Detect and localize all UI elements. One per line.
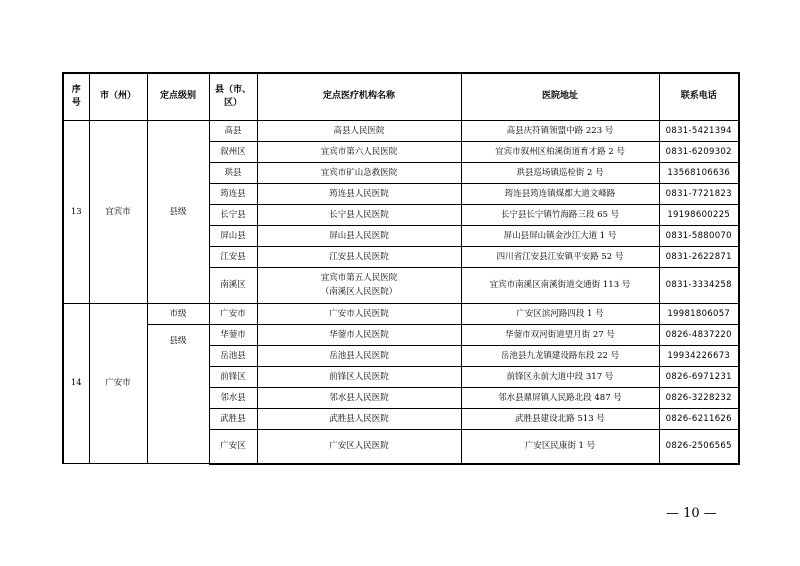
county-cell: 岳池县 [209,346,257,367]
address-cell: 屏山县屏山镇金沙江大道 1 号 [461,226,659,247]
phone-cell: 19981806057 [659,304,739,325]
seq-cell: 13 [63,121,89,304]
phone-cell: 0831-6209302 [659,142,739,163]
phone-cell: 0826-6211626 [659,409,739,430]
address-cell: 珙县巡场镇巡检街 2 号 [461,163,659,184]
header-level: 定点级别 [147,73,209,121]
phone-cell: 13568106636 [659,163,739,184]
institution-cell: 高县人民医院 [257,121,461,142]
institution-cell: 广安区人民医院 [257,430,461,464]
institution-alias-line: （南溪区人民医院） [320,286,398,297]
phone-cell: 0831-5880070 [659,226,739,247]
institution-cell: 岳池县人民医院 [257,346,461,367]
county-cell: 珙县 [209,163,257,184]
header-row [63,73,739,121]
institution-cell [257,268,461,304]
page-number: — 10 — [666,506,717,521]
institution-cell: 邻水县人民医院 [257,388,461,409]
institution-cell: 宜宾市矿山急救医院 [257,163,461,184]
phone-cell: 0826-3228232 [659,388,739,409]
county-cell: 华蓥市 [209,325,257,346]
address-cell: 高县庆符镇领盟中路 223 号 [461,121,659,142]
county-cell: 南溪区 [209,268,257,304]
phone-cell: 19934226673 [659,346,739,367]
address-cell: 宜宾市南溪区南溪街道交通街 113 号 [461,268,659,304]
address-cell: 四川省江安县江安镇平安路 52 号 [461,247,659,268]
county-cell: 屏山县 [209,226,257,247]
county-cell: 叙州区 [209,142,257,163]
county-cell: 高县 [209,121,257,142]
county-cell: 江安县 [209,247,257,268]
county-cell: 武胜县 [209,409,257,430]
address-cell: 筠连县筠连镇煤都大道文峰路 [461,184,659,205]
address-cell: 邻水县鼎屏镇人民路北段 487 号 [461,388,659,409]
institution-cell: 筠连县人民医院 [257,184,461,205]
phone-cell: 0826-6971231 [659,367,739,388]
header-county: 县（市、区） [209,73,257,121]
institution-cell: 前锋区人民医院 [257,367,461,388]
table-row [63,325,739,346]
phone-cell: 0826-4837220 [659,325,739,346]
address-cell: 广安区滨河路四段 1 号 [461,304,659,325]
address-cell: 前锋区永前大道中段 317 号 [461,367,659,388]
address-cell: 岳池县九龙镇建设路东段 22 号 [461,346,659,367]
institution-cell: 华蓥市人民医院 [257,325,461,346]
institution-cell: 江安县人民医院 [257,247,461,268]
phone-cell: 19198600225 [659,205,739,226]
header-city: 市（州） [89,73,147,121]
county-cell: 广安区 [209,430,257,464]
address-cell: 宜宾市叙州区柏溪街道育才路 2 号 [461,142,659,163]
level-cell: 县级 [147,121,209,304]
institution-name-line: 宜宾市第五人民医院 [320,273,398,284]
address-cell: 华蓥市双河街道望月街 27 号 [461,325,659,346]
city-cell: 宜宾市 [89,121,147,304]
institution-cell: 屏山县人民医院 [257,226,461,247]
level-cell: 市级 [147,304,209,325]
level-cell: 县级 [147,325,209,464]
phone-cell: 0831-2622871 [659,247,739,268]
header-seq: 序号 [63,73,89,121]
header-address: 医院地址 [461,73,659,121]
phone-cell: 0831-3334258 [659,268,739,304]
institution-cell: 长宁县人民医院 [257,205,461,226]
phone-cell: 0831-5421394 [659,121,739,142]
address-cell: 武胜县建设北路 513 号 [461,409,659,430]
header-phone: 联系电话 [659,73,739,121]
phone-cell: 0826-2506565 [659,430,739,464]
address-cell: 广安区民康街 1 号 [461,430,659,464]
table-row [63,304,739,325]
city-cell: 广安市 [89,304,147,464]
county-cell: 广安市 [209,304,257,325]
seq-cell: 14 [63,304,89,464]
county-cell: 邻水县 [209,388,257,409]
institution-cell: 宜宾市第六人民医院 [257,142,461,163]
institution-cell: 广安市人民医院 [257,304,461,325]
county-cell: 长宁县 [209,205,257,226]
address-cell: 长宁县长宁镇竹海路三段 65 号 [461,205,659,226]
table-row [63,121,739,142]
hospital-table [62,72,740,465]
header-institution: 定点医疗机构名称 [257,73,461,121]
institution-cell: 武胜县人民医院 [257,409,461,430]
phone-cell: 0831-7721823 [659,184,739,205]
county-cell: 前锋区 [209,367,257,388]
county-cell: 筠连县 [209,184,257,205]
